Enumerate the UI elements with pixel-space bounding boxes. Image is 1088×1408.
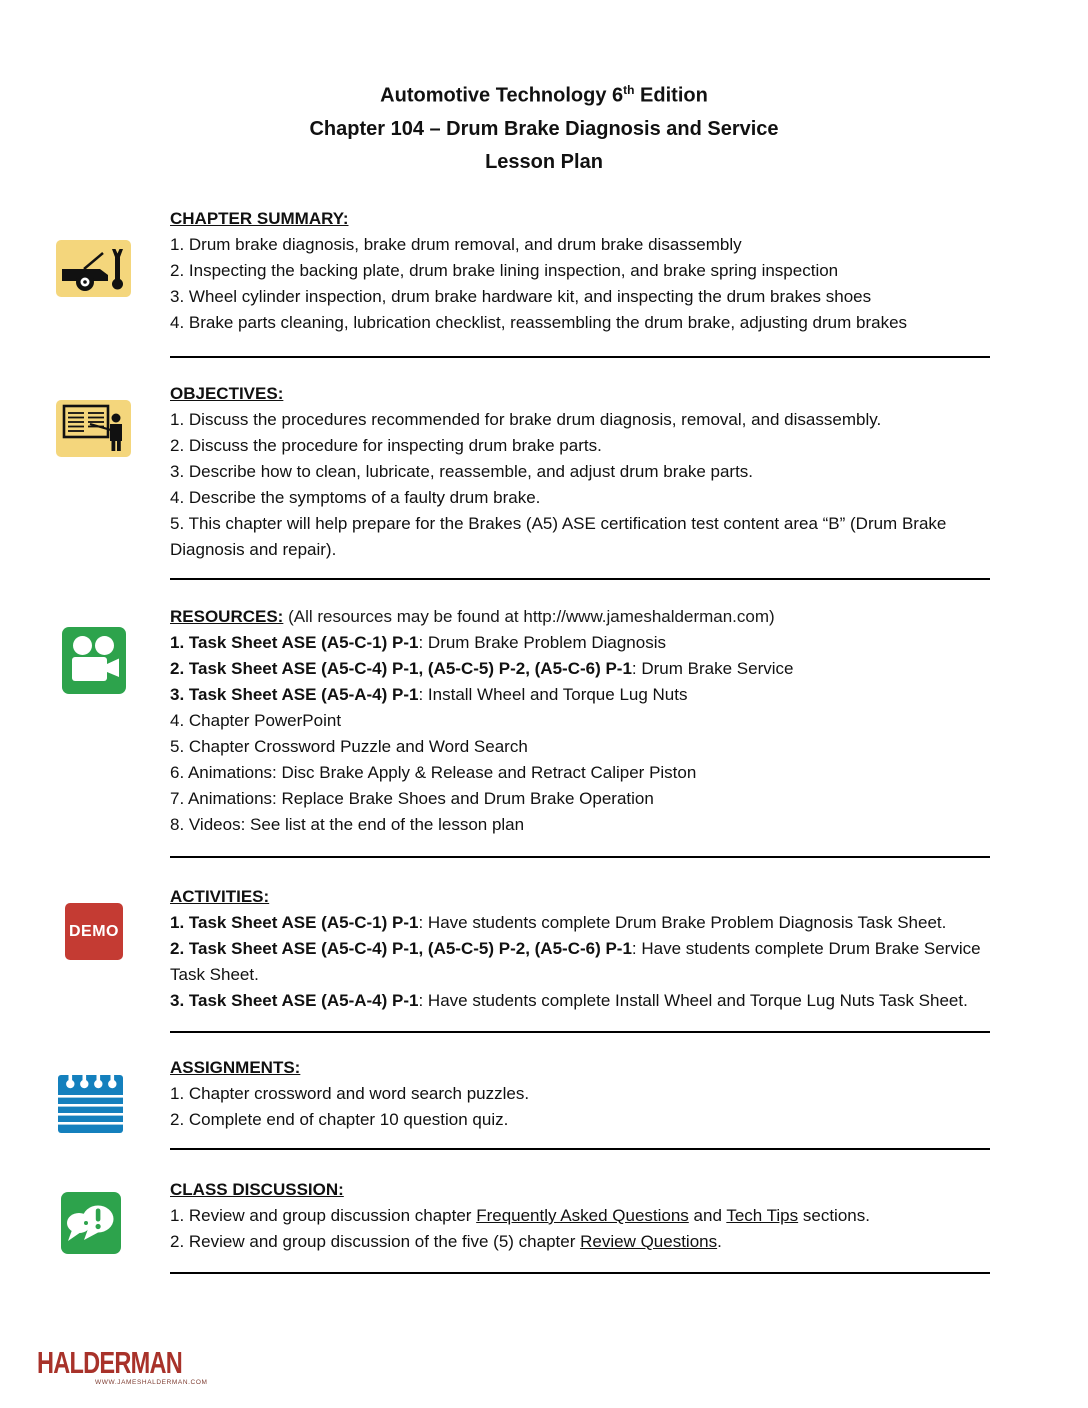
section-resources [170,604,992,838]
assignments-heading: ASSIGNMENTS: [170,1058,301,1077]
activities-item [170,910,992,936]
video-camera-icon [62,627,126,699]
class-discussion-item [170,1203,992,1229]
section-chapter-summary [170,206,992,336]
resources-item-bold: 1. Task Sheet ASE (A5-C-1) P-1 [170,633,419,652]
resources-heading: RESOURCES: [170,607,284,626]
resources-heading-note: (All resources may be found at http://www.jameshalderman.com) [283,607,775,626]
objectives-item: 2. Discuss the procedure for inspecting drum brake parts. [170,436,602,455]
tech-tips-link[interactable]: Tech Tips [726,1206,799,1225]
assignments-item: 1. Chapter crossword and word search puzzles. [170,1084,530,1103]
activities-item-text: : Have students complete Drum Brake Service Task Sheet. [170,939,981,984]
objectives-item: 4. Describe the symptoms of a faulty drum brake. [170,488,541,507]
activities-item-bold: 3. Task Sheet ASE (A5-A-4) P-1 [170,991,419,1010]
instructor-board-icon [56,400,131,462]
class-discussion-item [170,1229,992,1255]
activities-item [170,936,992,988]
activities-item-text: : Have students complete Install Wheel and Torque Lug Nuts Task Sheet. [418,991,968,1010]
chapter-summary-item: 4. Brake parts cleaning, lubrication checklist, reassembling the drum brake, adjusting drum brakes [170,313,908,332]
class-discussion-text: . [717,1232,722,1251]
resources-item [170,812,992,838]
activities-item-text: : Have students complete Drum Brake Problem Diagnosis Task Sheet. [418,913,947,932]
resources-item-text: : Install Wheel and Torque Lug Nuts [418,685,688,704]
resources-item [170,708,992,734]
chapter-summary-heading: CHAPTER SUMMARY: [170,209,349,228]
class-discussion-text: 2. Review and group discussion of the five (5) chapter [170,1232,581,1251]
objectives-item: 3. Describe how to clean, lubricate, reassemble, and adjust drum brake parts. [170,462,754,481]
speech-bubbles-icon [61,1192,121,1259]
title-superscript: th [623,83,635,97]
objectives-item: 5. This chapter will help prepare for the Brakes (A5) ASE certification test content area “B” (Drum Brake Diagnosis and repair). [170,514,947,559]
class-discussion-text: 1. Review and group discussion chapter [170,1206,477,1225]
section-divider [170,1031,990,1033]
notepad-icon [58,1068,123,1140]
faq-link[interactable]: Frequently Asked Questions [476,1206,689,1225]
demo-icon [65,903,123,960]
resources-item-text: : Drum Brake Service [631,659,794,678]
title-line-2: Chapter 104 – Drum Brake Diagnosis and Service [309,117,779,140]
chapter-summary-item: 2. Inspecting the backing plate, drum brake lining inspection, and brake spring inspection [170,261,839,280]
chapter-summary-item: 3. Wheel cylinder inspection, drum brake hardware kit, and inspecting the drum brakes shoes [170,287,872,306]
activities-item [170,988,992,1014]
objectives-item: 1. Discuss the procedures recommended for brake drum diagnosis, removal, and disassembly. [170,410,882,429]
resources-item-text: : Drum Brake Problem Diagnosis [418,633,666,652]
car-repair-icon [56,240,131,302]
section-divider [170,578,990,580]
activities-item-bold: 2. Task Sheet ASE (A5-C-4) P-1, (A5-C-5) P-2, (A5-C-6) P-1 [170,939,632,958]
title-line-1 [0,74,1088,113]
halderman-logo-url: WWW.JAMESHALDERMAN.COM [95,1379,208,1386]
section-divider [170,856,990,858]
resources-item [170,734,992,760]
resources-item [170,786,992,812]
title-line1-text: Automotive Technology 6 [380,84,624,107]
section-assignments [170,1055,992,1133]
resources-item-text: 7. Animations: Replace Brake Shoes and Drum Brake Operation [170,789,654,808]
resources-item-text: 5. Chapter Crossword Puzzle and Word Search [170,737,528,756]
resources-item-text: 8. Videos: See list at the end of the lesson plan [170,815,525,834]
class-discussion-text: and [688,1206,727,1225]
section-divider [170,356,990,358]
section-divider [170,1272,990,1274]
resources-item [170,630,992,656]
resources-item [170,760,992,786]
resources-item-text: 6. Animations: Disc Brake Apply & Release and Retract Caliper Piston [170,763,697,782]
resources-item-text: 4. Chapter PowerPoint [170,711,342,730]
section-class-discussion [170,1177,992,1255]
section-divider [170,1148,990,1150]
resources-item [170,656,992,682]
resources-item-bold: 2. Task Sheet ASE (A5-C-4) P-1, (A5-C-5) P-2, (A5-C-6) P-1 [170,659,632,678]
activities-item-bold: 1. Task Sheet ASE (A5-C-1) P-1 [170,913,419,932]
chapter-summary-item: 1. Drum brake diagnosis, brake drum removal, and drum brake disassembly [170,235,742,254]
objectives-heading: OBJECTIVES: [170,384,284,403]
title-line1-end: Edition [634,84,708,107]
halderman-logo [37,1345,237,1386]
activities-heading: ACTIVITIES: [170,887,270,906]
resources-item [170,682,992,708]
title-line-3: Lesson Plan [485,150,603,173]
class-discussion-text: sections. [798,1206,870,1225]
section-activities [170,884,992,1014]
document-title [0,74,1088,179]
review-questions-link[interactable]: Review Questions [580,1232,718,1251]
demo-icon-label: DEMO [69,922,119,940]
class-discussion-heading: CLASS DISCUSSION: [170,1180,344,1199]
assignments-item: 2. Complete end of chapter 10 question quiz. [170,1110,509,1129]
halderman-logo-wordmark: HALDERMAN [37,1345,182,1380]
section-objectives [170,381,992,563]
resources-item-bold: 3. Task Sheet ASE (A5-A-4) P-1 [170,685,419,704]
